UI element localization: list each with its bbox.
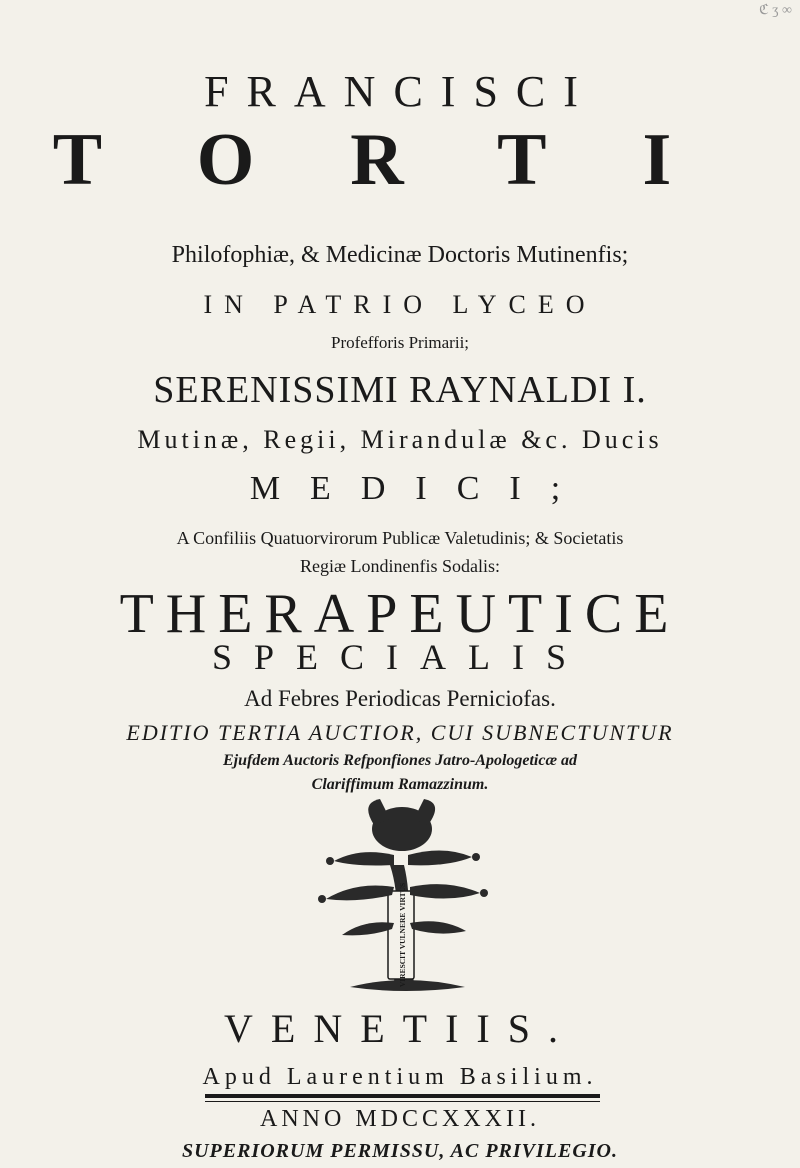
consiliis-line: A Confiliis Quatuorvirorum Publicæ Valetudinis; & Societatis (176, 528, 624, 548)
main-title: THERAPEUTICE (119, 583, 681, 645)
editio-line: EDITIO TERTIA AUCTIOR, CUI SUBNECTUNTUR (126, 720, 674, 745)
cities-line: Mutinæ, Regii, Mirandulæ &c. Ducis (137, 425, 663, 454)
tree-emblem-icon (290, 795, 520, 995)
emblem-motto: VIRESCIT VULNERE VIRTUS (398, 882, 407, 988)
professor-line: Profefforis Primarii; (330, 333, 470, 352)
ejusdem-line: Ejufdem Auctoris Refponfiones Jatro-Apologeticæ ad (222, 752, 578, 769)
divider-rule-thin (205, 1101, 600, 1102)
place-line: VENETIIS. (224, 1006, 576, 1051)
regiae-line: Regiæ Londinenfis Sodalis: (300, 556, 500, 576)
patron-line: SERENISSIMI RAYNALDI I. (153, 369, 647, 411)
clarissimum-line: Clariffimum Ramazzinum. (311, 776, 489, 793)
ad-febres-line: Ad Febres Periodicas Perniciofas. (244, 686, 556, 711)
lyceum-line: IN PATRIO LYCEO (203, 290, 597, 319)
year-line: ANNO MDCCXXXII. (260, 1106, 540, 1132)
subtitle: SPECIALIS (211, 637, 589, 677)
author-last-name: TORTI (52, 119, 768, 201)
printer-line: Apud Laurentium Basilium. (202, 1064, 598, 1090)
author-titles: Philofophiæ, & Medicinæ Doctoris Mutinenfis; (171, 242, 629, 268)
library-mark: ℭ ʒ ∞ (758, 3, 792, 18)
medici-line: MEDICI; (249, 470, 591, 507)
license-line: SUPERIORUM PERMISSU, AC PRIVILEGIO. (181, 1140, 619, 1162)
author-first-name: FRANCISCI (204, 67, 596, 116)
divider-rule (205, 1094, 600, 1098)
